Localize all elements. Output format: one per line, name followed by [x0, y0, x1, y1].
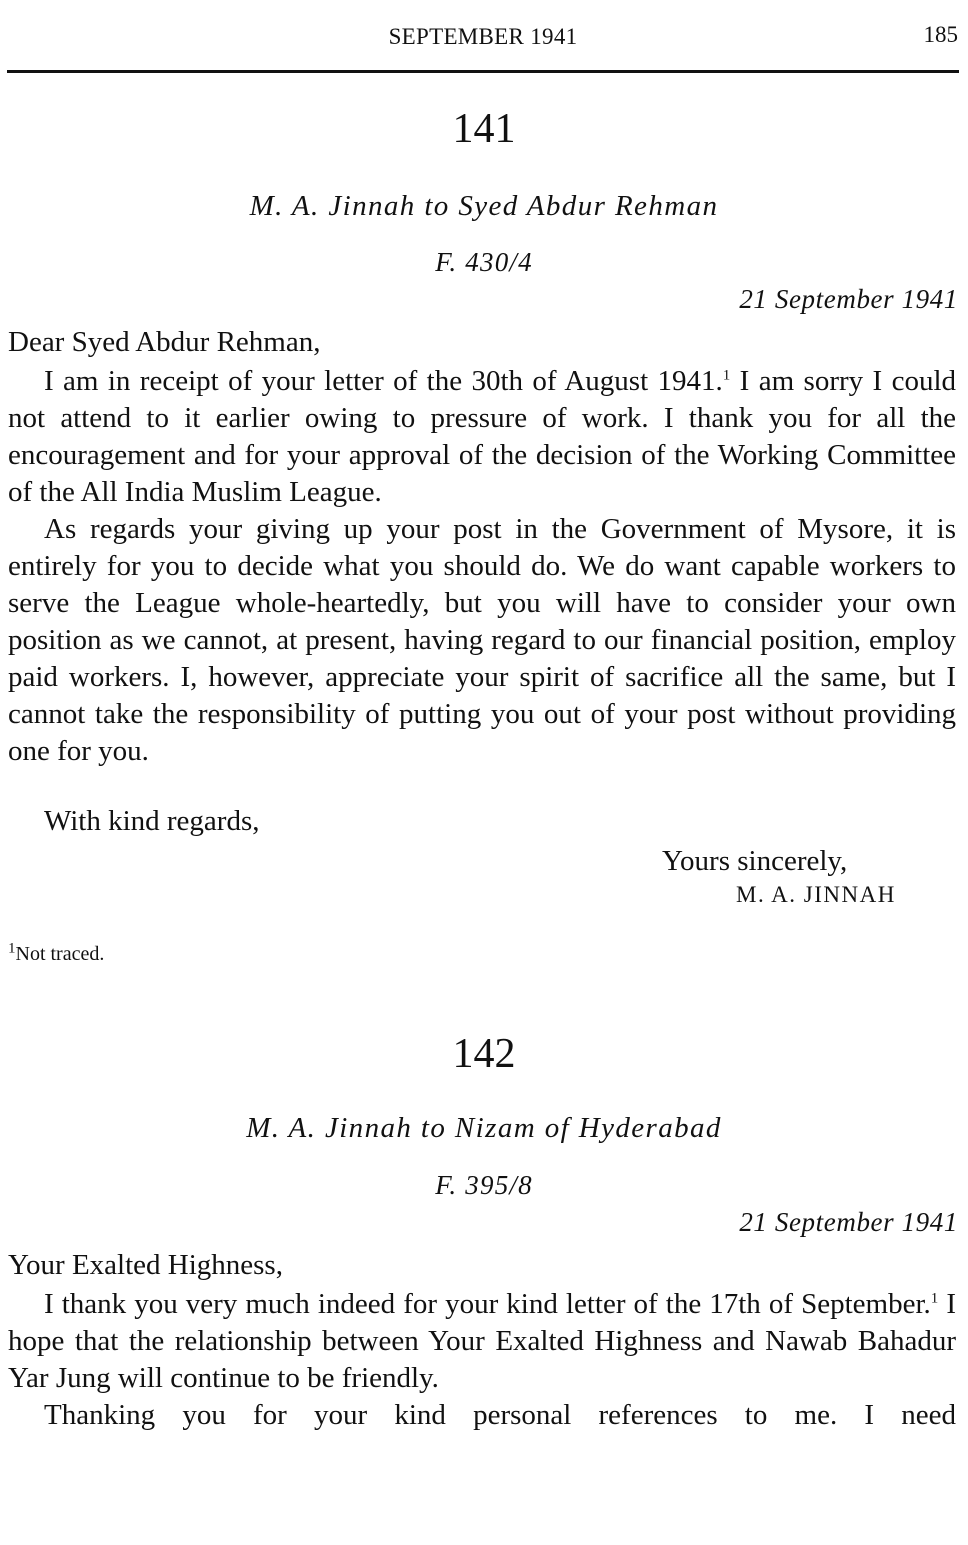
valediction-141: Yours sincerely,: [662, 845, 848, 877]
letter-heading-141: M. A. Jinnah to Syed Abdur Rehman: [249, 190, 719, 222]
paragraph-141-1: I am in receipt of your letter of the 30th of August 1941.$^1$ I am sorry I could not attend to it earlier owing to pressure of work. I thank you for all the encouragement and for your approval of the decision of the Working Committee of the All India Muslim League.: [8, 365, 956, 508]
letter-heading-142: M. A. Jinnah to Nizam of Hyderabad: [246, 1112, 722, 1144]
paragraph-141-2: As regards your giving up your post in the Government of Mysore, it is entirely for you to decide what you should do. We do want capable workers to serve the League whole-heartedly, but you will have to consider your own position as we cannot, at present, having regard to our financial position, employ paid workers. I, however, appreciate your spirit of sacrifice all the same, but I cannot take the responsibility of putting you out of your post without providing one for you.: [8, 513, 956, 767]
signature-141: M. A. JINNAH: [736, 882, 896, 907]
paragraph-142-2: Thanking you for your kind personal references to me. I need: [44, 1399, 956, 1431]
running-header: [8, 18, 958, 60]
footnote-marker: 1: [930, 1290, 939, 1307]
letter-date-141: 21 September 1941: [739, 284, 958, 314]
header-rule: [7, 70, 959, 73]
footnote-141: $^1$Not traced.: [8, 940, 105, 965]
closing-141: With kind regards,: [44, 805, 260, 837]
header-title: SEPTEMBER 1941: [388, 24, 578, 49]
file-reference-142: F. 395/8: [435, 1170, 533, 1200]
document-number-141: 141: [452, 106, 516, 152]
salutation-142: Your Exalted Highness,: [8, 1249, 283, 1281]
salutation-141: Dear Syed Abdur Rehman,: [8, 326, 321, 358]
page-number: 185: [923, 22, 958, 47]
document-number-142: 142: [452, 1031, 516, 1077]
paragraph-142-1: I thank you very much indeed for your kind letter of the 17th of September.$^1$ I hope that the relationship between Your Exalted Highness and Nawab Bahadur Yar Jung will continue to be friendly.: [8, 1288, 956, 1394]
letter-date-142: 21 September 1941: [739, 1207, 958, 1237]
file-reference-141: F. 430/4: [435, 247, 533, 277]
footnote-marker: 1: [722, 367, 731, 384]
